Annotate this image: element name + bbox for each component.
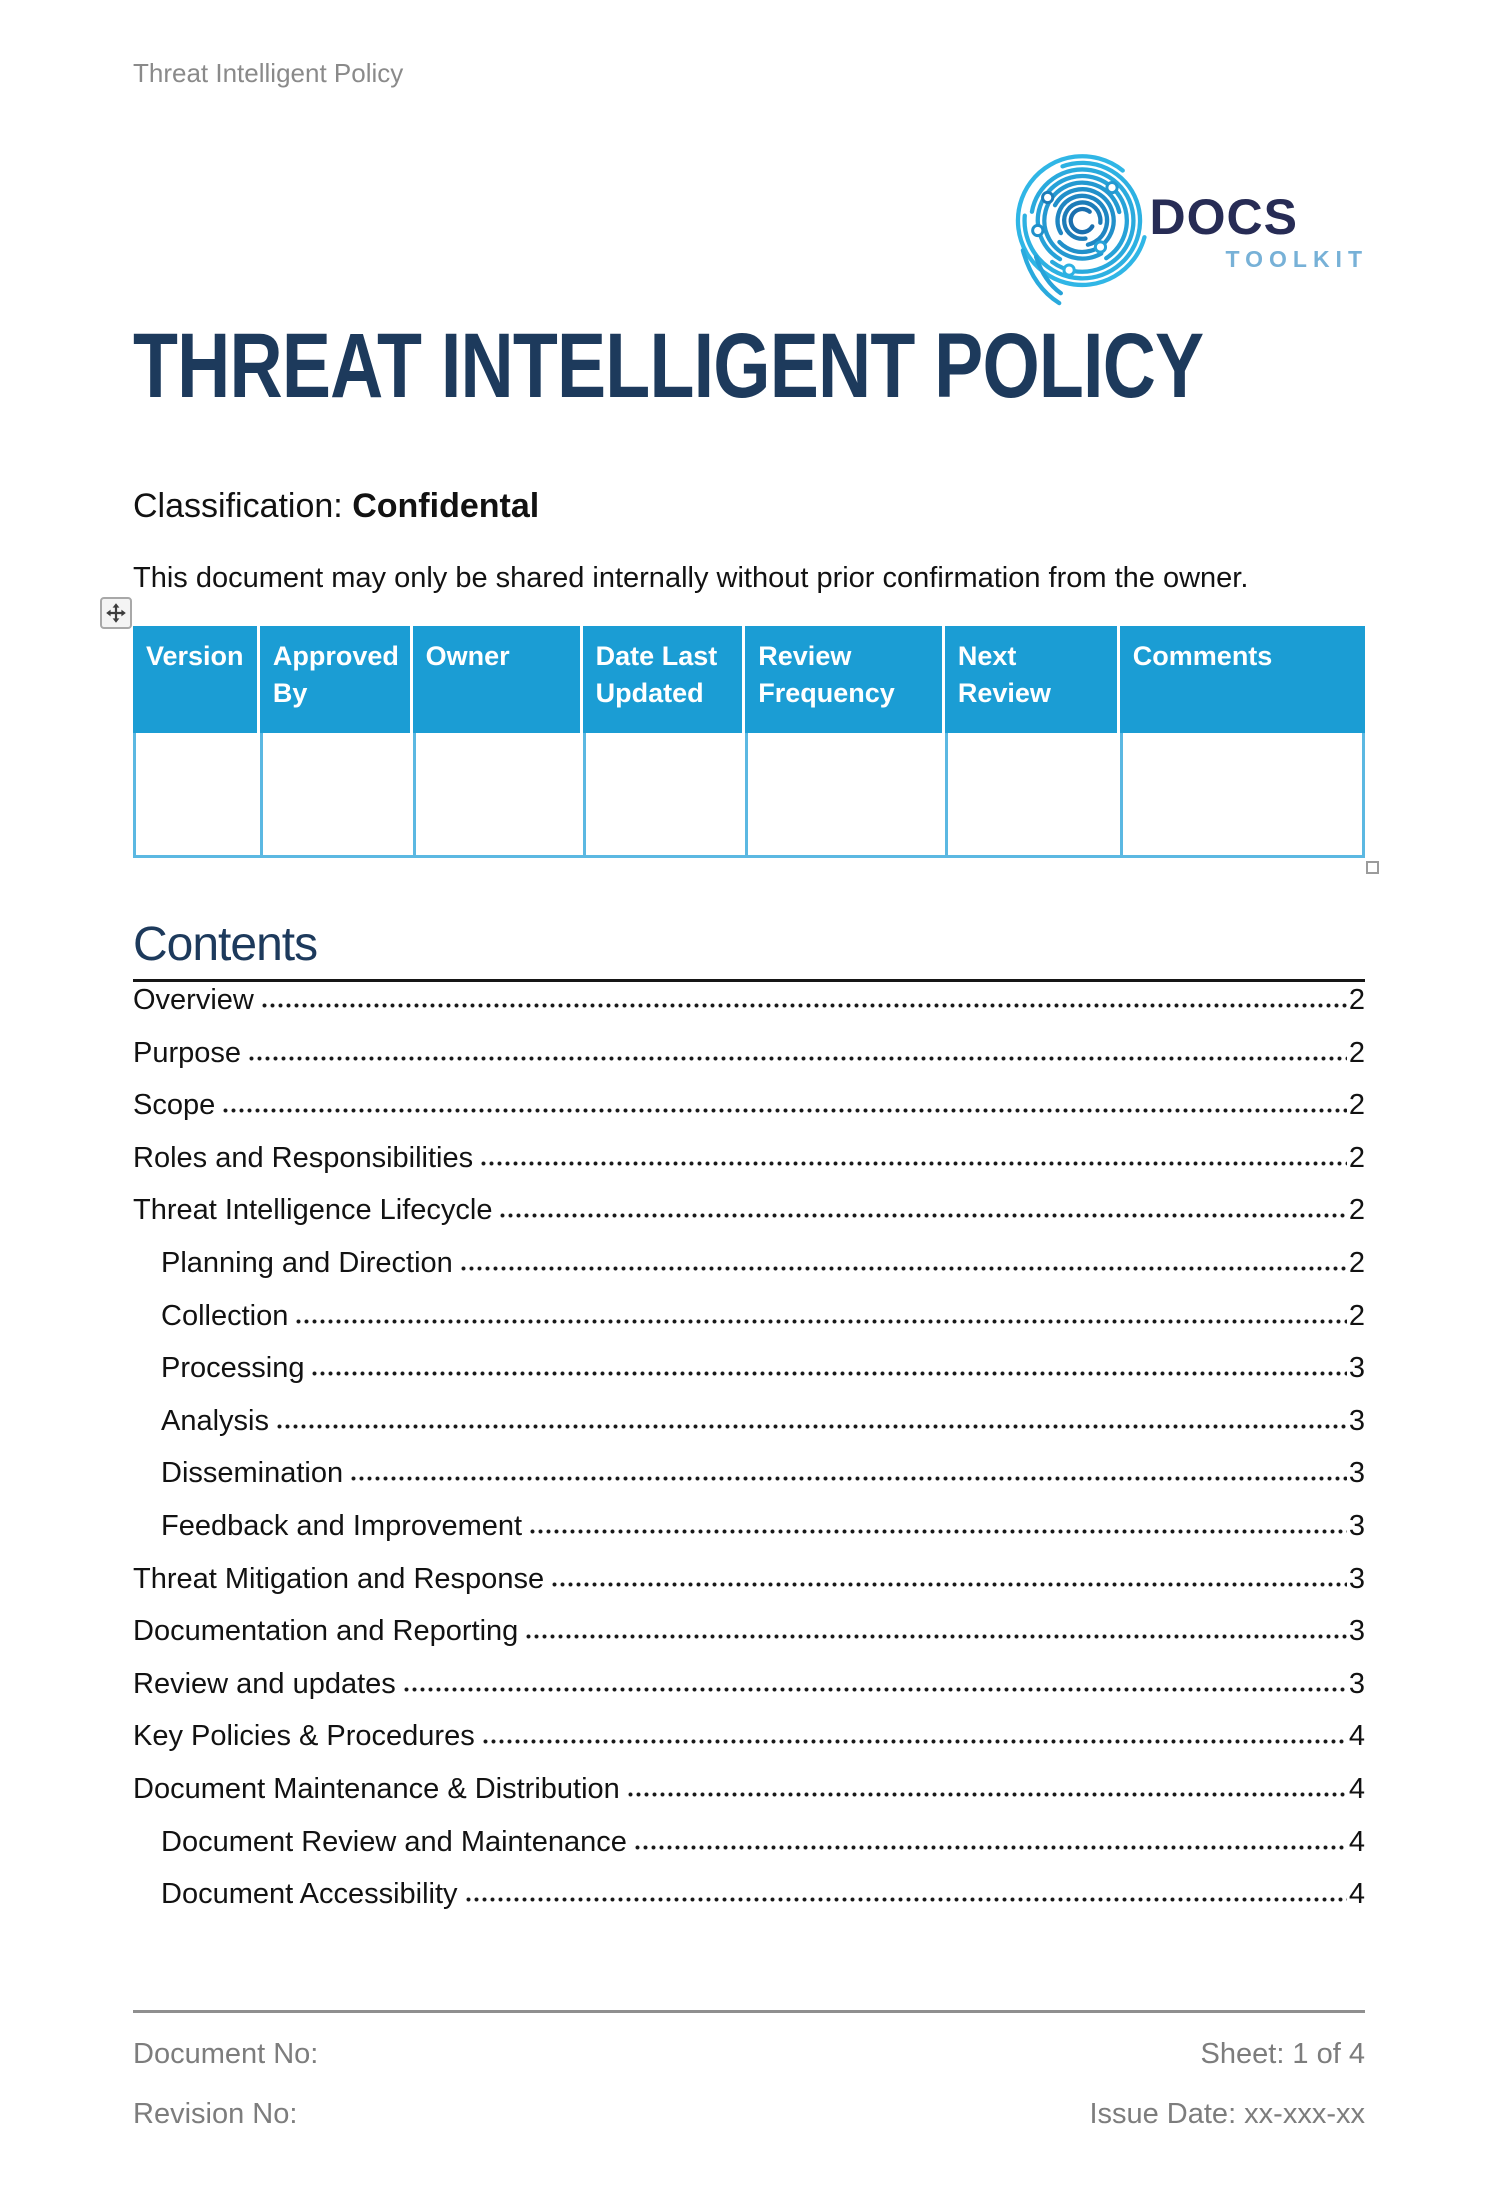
toc-item-label: Document Review and Maintenance xyxy=(161,1825,627,1858)
table-header-cell: Review Frequency xyxy=(745,626,945,733)
table-cell[interactable] xyxy=(260,733,413,858)
toc-page-number: 4 xyxy=(1348,1772,1365,1805)
classification-line xyxy=(133,487,539,526)
toc-item[interactable] xyxy=(133,1299,1365,1352)
contents-divider xyxy=(133,979,1365,982)
toc-page-number: 2 xyxy=(1348,1089,1365,1122)
toc-page-number: 4 xyxy=(1348,1720,1365,1753)
sharing-notice: This document may only be shared internally without prior confirmation from the owner. xyxy=(133,562,1249,594)
toc-item-label: Overview xyxy=(133,984,254,1016)
toc-item-label: Planning and Direction xyxy=(161,1246,453,1279)
toc-page-number: 3 xyxy=(1348,1562,1365,1595)
toc-dot-leader xyxy=(627,1772,1347,1798)
toc-dot-leader xyxy=(499,1193,1346,1219)
toc-page-number: 3 xyxy=(1348,1509,1365,1542)
toc-dot-leader xyxy=(525,1614,1347,1640)
toc-dot-leader xyxy=(222,1088,1347,1114)
table-header-cell: Approved By xyxy=(260,626,413,733)
table-header-cell: Version xyxy=(133,626,260,733)
toc-dot-leader xyxy=(529,1509,1347,1535)
toc-item[interactable] xyxy=(133,1193,1365,1246)
table-of-contents xyxy=(133,983,1365,1930)
toc-item-label: Document Maintenance & Distribution xyxy=(133,1772,620,1805)
toc-dot-leader xyxy=(634,1825,1347,1851)
toc-item-label: Key Policies & Procedures xyxy=(133,1720,475,1753)
logo-docs-text: DOCS xyxy=(1149,189,1298,245)
toc-item-label: Review and updates xyxy=(133,1667,396,1700)
table-cell[interactable] xyxy=(133,733,260,858)
toc-page-number: 2 xyxy=(1348,1246,1365,1279)
footer-issue-date-label: Issue Date: xx-xxx-xx xyxy=(1089,2098,1365,2130)
toc-item[interactable] xyxy=(133,1562,1365,1615)
table-cell[interactable] xyxy=(1120,733,1365,858)
toc-page-number: 4 xyxy=(1348,1878,1365,1911)
table-cell[interactable] xyxy=(945,733,1120,858)
toc-page-number: 3 xyxy=(1348,1667,1365,1700)
toc-dot-leader xyxy=(350,1456,1347,1482)
toc-item-label: Collection xyxy=(161,1299,289,1332)
toc-item-label: Roles and Responsibilities xyxy=(133,1141,474,1174)
running-head-title: Threat Intelligent Policy xyxy=(133,58,404,88)
toc-page-number: 2 xyxy=(1348,1036,1365,1069)
toc-dot-leader xyxy=(261,983,1347,1009)
toc-item[interactable] xyxy=(133,1246,1365,1299)
footer-sheet-label: Sheet: 1 of 4 xyxy=(1200,2038,1365,2070)
classification-value: Confidental xyxy=(352,487,540,525)
toc-item-label: Feedback and Improvement xyxy=(161,1509,523,1542)
toc-page-number: 3 xyxy=(1348,1457,1365,1490)
toc-item-label: Documentation and Reporting xyxy=(133,1615,519,1648)
table-header-row xyxy=(133,626,1365,733)
toc-item[interactable] xyxy=(133,1667,1365,1720)
toc-item-label: Threat Intelligence Lifecycle xyxy=(133,1194,493,1227)
toc-item[interactable] xyxy=(133,1088,1365,1141)
footer-document-no-label: Document No: xyxy=(133,2038,319,2070)
toc-item-label: Dissemination xyxy=(161,1457,344,1490)
toc-dot-leader xyxy=(480,1141,1347,1167)
toc-item[interactable] xyxy=(133,1456,1365,1509)
fingerprint-icon xyxy=(994,148,1164,313)
table-row xyxy=(133,733,1365,858)
toc-item[interactable] xyxy=(133,1351,1365,1404)
table-header-cell: Comments xyxy=(1120,626,1365,733)
toc-item-label: Document Accessibility xyxy=(161,1878,458,1911)
toc-dot-leader xyxy=(403,1667,1347,1693)
toc-page-number: 3 xyxy=(1348,1352,1365,1385)
toc-item[interactable] xyxy=(133,1772,1365,1825)
toc-item[interactable] xyxy=(133,1877,1365,1930)
toc-item[interactable] xyxy=(133,1509,1365,1562)
toc-item[interactable] xyxy=(133,1614,1365,1667)
four-way-arrow-move-icon xyxy=(104,601,128,625)
toc-dot-leader xyxy=(551,1562,1347,1588)
table-header-cell: Date Last Updated xyxy=(583,626,746,733)
toc-item[interactable] xyxy=(133,1141,1365,1194)
toc-item-label: Threat Mitigation and Response xyxy=(133,1562,545,1595)
toc-dot-leader xyxy=(248,1036,1347,1062)
toc-dot-leader xyxy=(460,1246,1347,1272)
contents-heading: Contents xyxy=(133,918,318,971)
toc-item[interactable] xyxy=(133,1036,1365,1089)
docs-toolkit-logo xyxy=(994,140,1368,313)
toc-page-number: 2 xyxy=(1348,1299,1365,1332)
footer-divider xyxy=(133,2010,1365,2013)
toc-item[interactable] xyxy=(133,983,1365,1036)
toc-dot-leader xyxy=(295,1299,1347,1325)
footer-row-1 xyxy=(133,2038,1365,2071)
toc-item-label: Purpose xyxy=(133,1036,242,1069)
toc-item-label: Analysis xyxy=(161,1404,269,1437)
table-header-cell: Next Review xyxy=(945,626,1120,733)
footer-row-2 xyxy=(133,2098,1365,2131)
toc-page-number: 3 xyxy=(1348,1615,1365,1648)
toc-dot-leader xyxy=(276,1404,1347,1430)
toc-page-number: 3 xyxy=(1348,1404,1365,1437)
toc-dot-leader xyxy=(465,1877,1347,1903)
toc-item-label: Scope xyxy=(133,1089,216,1122)
toc-item[interactable] xyxy=(133,1825,1365,1878)
toc-page-number: 2 xyxy=(1348,984,1365,1016)
classification-label: Classification: xyxy=(133,487,353,525)
toc-item-label: Processing xyxy=(161,1352,305,1385)
logo-toolkit-text: TOOLKIT xyxy=(1225,246,1368,272)
toc-page-number: 2 xyxy=(1348,1194,1365,1227)
logo-wordmark xyxy=(1149,189,1368,272)
toc-dot-leader xyxy=(482,1719,1347,1745)
table-cell[interactable] xyxy=(745,733,945,858)
footer-revision-no-label: Revision No: xyxy=(133,2098,298,2130)
table-cell[interactable] xyxy=(413,733,583,858)
table-cell[interactable] xyxy=(583,733,746,858)
toc-page-number: 4 xyxy=(1348,1825,1365,1858)
toc-dot-leader xyxy=(311,1351,1346,1377)
table-resize-handle[interactable] xyxy=(1366,861,1379,874)
table-header-cell: Owner xyxy=(413,626,583,733)
toc-item[interactable] xyxy=(133,1404,1365,1457)
table-move-handle[interactable] xyxy=(100,597,132,629)
toc-item[interactable] xyxy=(133,1719,1365,1772)
revision-history-table xyxy=(133,626,1365,858)
page-title: THREAT INTELLIGENT POLICY xyxy=(133,315,1204,417)
toc-page-number: 2 xyxy=(1348,1141,1365,1174)
